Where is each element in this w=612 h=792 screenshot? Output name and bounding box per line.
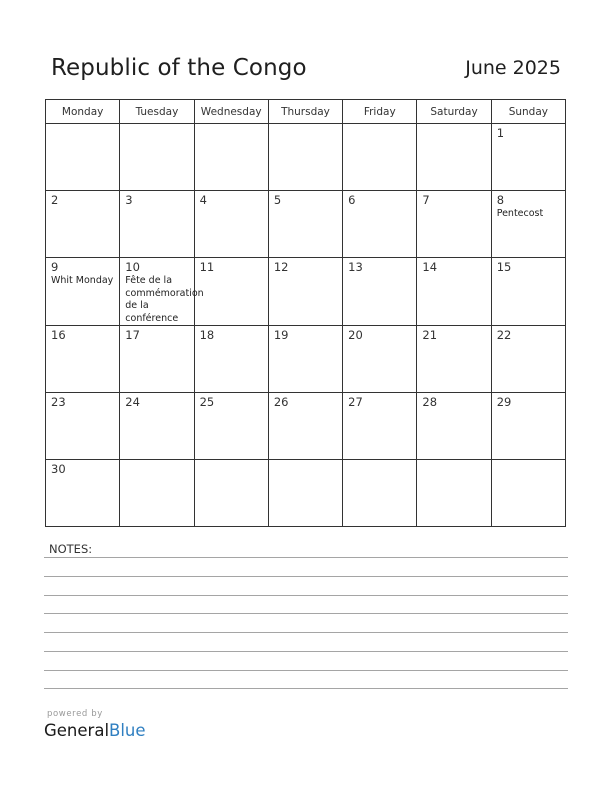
week-row bbox=[46, 393, 566, 460]
day-number: 3 bbox=[125, 193, 133, 207]
empty-day-cell bbox=[268, 124, 342, 191]
weekday-tuesday: Tuesday bbox=[120, 100, 194, 124]
day-cell bbox=[268, 191, 342, 258]
notes-line bbox=[44, 557, 568, 558]
day-number: 6 bbox=[348, 193, 356, 207]
day-number: 22 bbox=[496, 328, 512, 342]
day-number: 21 bbox=[422, 328, 438, 342]
day-cell bbox=[120, 258, 204, 326]
day-number: 29 bbox=[496, 395, 512, 409]
empty-day-cell bbox=[120, 460, 194, 527]
day-cell bbox=[120, 191, 194, 258]
notes-line bbox=[44, 651, 568, 652]
day-cell bbox=[491, 393, 565, 460]
weekday-sunday: Sunday bbox=[491, 100, 565, 124]
week-row bbox=[46, 124, 566, 191]
day-cell bbox=[491, 191, 565, 258]
empty-day-cell bbox=[417, 460, 491, 527]
day-number: 27 bbox=[348, 395, 363, 409]
weekday-header-row bbox=[46, 100, 566, 124]
day-number: 23 bbox=[51, 395, 66, 409]
day-number: 5 bbox=[273, 193, 282, 207]
powered-by-text: powered by bbox=[47, 709, 103, 719]
day-cell bbox=[268, 258, 342, 326]
week-row bbox=[46, 258, 566, 326]
empty-day-cell bbox=[194, 460, 268, 527]
calendar-month-title: June 2025 bbox=[465, 57, 561, 79]
notes-label: NOTES: bbox=[49, 542, 93, 556]
day-number: 17 bbox=[125, 328, 140, 342]
day-number: 14 bbox=[422, 260, 438, 274]
day-cell bbox=[343, 326, 417, 393]
notes-line bbox=[44, 576, 568, 577]
empty-day-cell bbox=[343, 460, 417, 527]
day-number: 11 bbox=[199, 260, 215, 274]
day-cell bbox=[194, 258, 268, 326]
day-number: 25 bbox=[199, 395, 215, 409]
day-number: 28 bbox=[422, 395, 438, 409]
notes-line bbox=[44, 613, 568, 614]
empty-day-cell bbox=[268, 460, 342, 527]
day-cell bbox=[194, 191, 268, 258]
weekday-friday: Friday bbox=[343, 100, 417, 124]
week-row bbox=[46, 191, 566, 258]
day-number: 15 bbox=[496, 260, 512, 274]
day-number: 30 bbox=[51, 462, 66, 476]
logo-blue-text: Blue bbox=[109, 721, 146, 740]
day-cell bbox=[46, 326, 120, 393]
calendar-country-title: Republic of the Congo bbox=[51, 55, 307, 81]
day-cell bbox=[46, 460, 120, 527]
day-number: 16 bbox=[51, 328, 66, 342]
day-number: 26 bbox=[273, 395, 289, 409]
day-number: 24 bbox=[125, 395, 140, 409]
day-cell bbox=[343, 191, 417, 258]
calendar-body bbox=[46, 124, 566, 527]
day-cell bbox=[417, 393, 491, 460]
day-number: 18 bbox=[199, 328, 215, 342]
day-cell bbox=[343, 258, 417, 326]
generalblue-logo[interactable] bbox=[44, 721, 146, 740]
day-cell bbox=[268, 326, 342, 393]
weekday-monday: Monday bbox=[46, 100, 120, 124]
holiday-label: Whit Monday bbox=[51, 275, 114, 286]
notes-line bbox=[44, 670, 568, 671]
day-cell bbox=[343, 393, 417, 460]
day-cell bbox=[194, 393, 268, 460]
day-number: 2 bbox=[51, 193, 59, 207]
week-row bbox=[46, 460, 566, 527]
empty-day-cell bbox=[417, 124, 491, 191]
logo-general-text: General bbox=[44, 721, 110, 740]
calendar-grid bbox=[45, 99, 566, 527]
day-number: 1 bbox=[496, 126, 505, 140]
notes-line bbox=[44, 688, 568, 689]
day-cell bbox=[417, 258, 491, 326]
day-number: 7 bbox=[422, 193, 430, 207]
day-cell bbox=[491, 124, 565, 191]
weekday-thursday: Thursday bbox=[268, 100, 342, 124]
day-cell bbox=[417, 191, 491, 258]
day-cell bbox=[491, 258, 565, 326]
day-cell bbox=[194, 326, 268, 393]
day-number: 13 bbox=[348, 260, 363, 274]
holiday-label: Fête de la commémoration de la conférence bbox=[125, 275, 204, 324]
weekday-wednesday: Wednesday bbox=[194, 100, 268, 124]
day-number: 8 bbox=[496, 193, 505, 207]
notes-line bbox=[44, 595, 568, 596]
day-cell bbox=[46, 191, 120, 258]
day-number: 12 bbox=[273, 260, 289, 274]
day-number: 9 bbox=[51, 260, 59, 274]
week-row bbox=[46, 326, 566, 393]
day-cell bbox=[46, 393, 120, 460]
empty-day-cell bbox=[491, 460, 565, 527]
day-number: 19 bbox=[273, 328, 289, 342]
day-cell bbox=[120, 326, 194, 393]
empty-day-cell bbox=[343, 124, 417, 191]
day-number: 10 bbox=[125, 260, 140, 274]
holiday-label: Pentecost bbox=[496, 208, 544, 219]
day-cell bbox=[417, 326, 491, 393]
day-number: 20 bbox=[348, 328, 363, 342]
empty-day-cell bbox=[194, 124, 268, 191]
empty-day-cell bbox=[120, 124, 194, 191]
day-cell bbox=[46, 258, 120, 326]
day-number: 4 bbox=[199, 193, 207, 207]
notes-line bbox=[44, 632, 568, 633]
weekday-saturday: Saturday bbox=[417, 100, 491, 124]
day-cell bbox=[120, 393, 194, 460]
day-cell bbox=[491, 326, 565, 393]
empty-day-cell bbox=[46, 124, 120, 191]
day-cell bbox=[268, 393, 342, 460]
